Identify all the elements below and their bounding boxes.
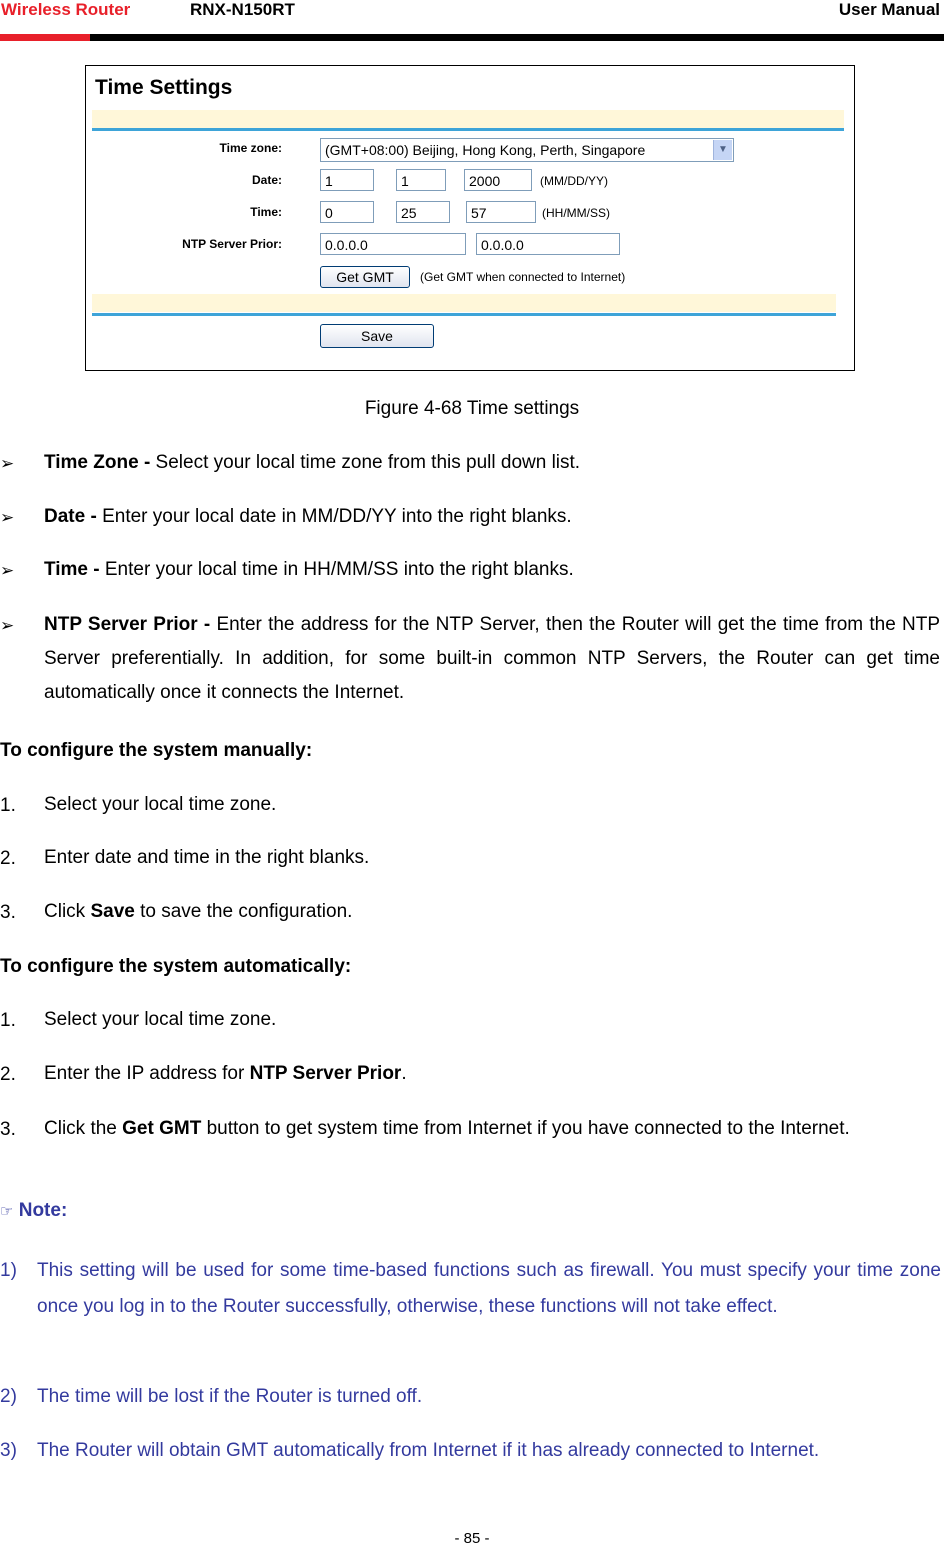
auto-step-2: Enter the IP address for NTP Server Prior. [44,1063,407,1084]
bullet-date: Date - Enter your local date in MM/DD/YY into the right blanks. [44,506,572,527]
pointing-hand-icon: ☞ [0,1203,14,1220]
auto-step-3: Click the Get GMT button to get system time from Internet if you have connected to the Internet. [44,1118,850,1139]
save-button[interactable]: Save [320,324,434,348]
time-zone-value: (GMT+08:00) Beijing, Hong Kong, Perth, Singapore [325,142,646,158]
get-gmt-button[interactable]: Get GMT [320,266,410,288]
time-label: Time: [250,205,282,219]
note-number: 2) [0,1386,17,1407]
bullet-time-zone: Time Zone - Select your local time zone from this pull down list. [44,452,581,473]
panel-divider-bottom [92,313,836,316]
page-header [0,0,944,44]
auto-config-heading: To configure the system automatically: [0,956,352,977]
panel-divider-top [92,128,844,131]
arrow-bullet-icon: ➢ [0,508,15,527]
panel-band-top [92,110,844,128]
bullet-time: Time - Enter your local time in HH/MM/SS into the right blanks. [44,559,574,580]
time-settings-panel [85,65,855,371]
panel-band-bottom [92,294,836,312]
arrow-bullet-icon: ➢ [0,561,15,580]
date-month-input[interactable]: 1 [320,169,374,191]
page-number: - 85 - [454,1530,490,1547]
ntp-server-2-input[interactable]: 0.0.0.0 [476,233,620,255]
manual-step-2: Enter date and time in the right blanks. [44,847,370,868]
arrow-bullet-icon: ➢ [0,454,15,473]
manual-step-1: Select your local time zone. [44,794,277,815]
step-number: 1. [0,1010,16,1031]
chevron-down-icon[interactable]: ▼ [713,140,732,160]
header-rule-black [90,34,944,41]
header-manual-title: User Manual [838,0,940,19]
note-heading: ☞ Note: [0,1200,68,1221]
panel-title: Time Settings [95,76,233,99]
note-number: 1) [0,1260,17,1281]
note-item-2: The time will be lost if the Router is turned off. [37,1386,423,1407]
date-format-hint: (MM/DD/YY) [540,174,608,188]
arrow-bullet-icon: ➢ [0,616,15,635]
date-year-input[interactable]: 2000 [464,169,532,191]
auto-step-1: Select your local time zone. [44,1009,277,1030]
get-gmt-hint: (Get GMT when connected to Internet) [420,270,626,284]
header-brand: Wireless Router [1,0,131,19]
ntp-server-label: NTP Server Prior: [182,237,282,251]
ntp-server-1-input[interactable]: 0.0.0.0 [320,233,466,255]
time-hour-input[interactable]: 0 [320,201,374,223]
figure-caption: Figure 4-68 Time settings [364,398,580,419]
date-day-input[interactable]: 1 [396,169,446,191]
step-number: 2. [0,848,16,869]
header-model: RNX-N150RT [190,0,295,19]
time-zone-label: Time zone: [219,141,282,155]
note-number: 3) [0,1440,17,1461]
manual-config-heading: To configure the system manually: [0,740,313,761]
note-item-1: This setting will be used for some time-based functions such as firewall. You must specify your time zone once you log in to the Router successfully, otherwise, these functions will not take effect. [37,1260,941,1317]
time-format-hint: (HH/MM/SS) [542,206,610,220]
time-zone-select[interactable] [320,138,734,162]
note-item-3: The Router will obtain GMT automatically from Internet if it has already connected to Internet. [37,1440,820,1461]
step-number: 2. [0,1064,16,1085]
step-number: 1. [0,795,16,816]
time-second-input[interactable]: 57 [466,201,536,223]
date-label: Date: [251,173,282,187]
manual-step-3: Click Save to save the configuration. [44,901,353,922]
step-number: 3. [0,1119,16,1140]
time-minute-input[interactable]: 25 [396,201,450,223]
step-number: 3. [0,902,16,923]
bullet-ntp-server: NTP Server Prior - Enter the address for the NTP Server, then the Router will get the time from the NTP Server preferentially. In addition, for some built-in common NTP Servers, the Router can get time automatically once it connects the Internet. [44,614,941,703]
header-rule-red [0,34,90,41]
